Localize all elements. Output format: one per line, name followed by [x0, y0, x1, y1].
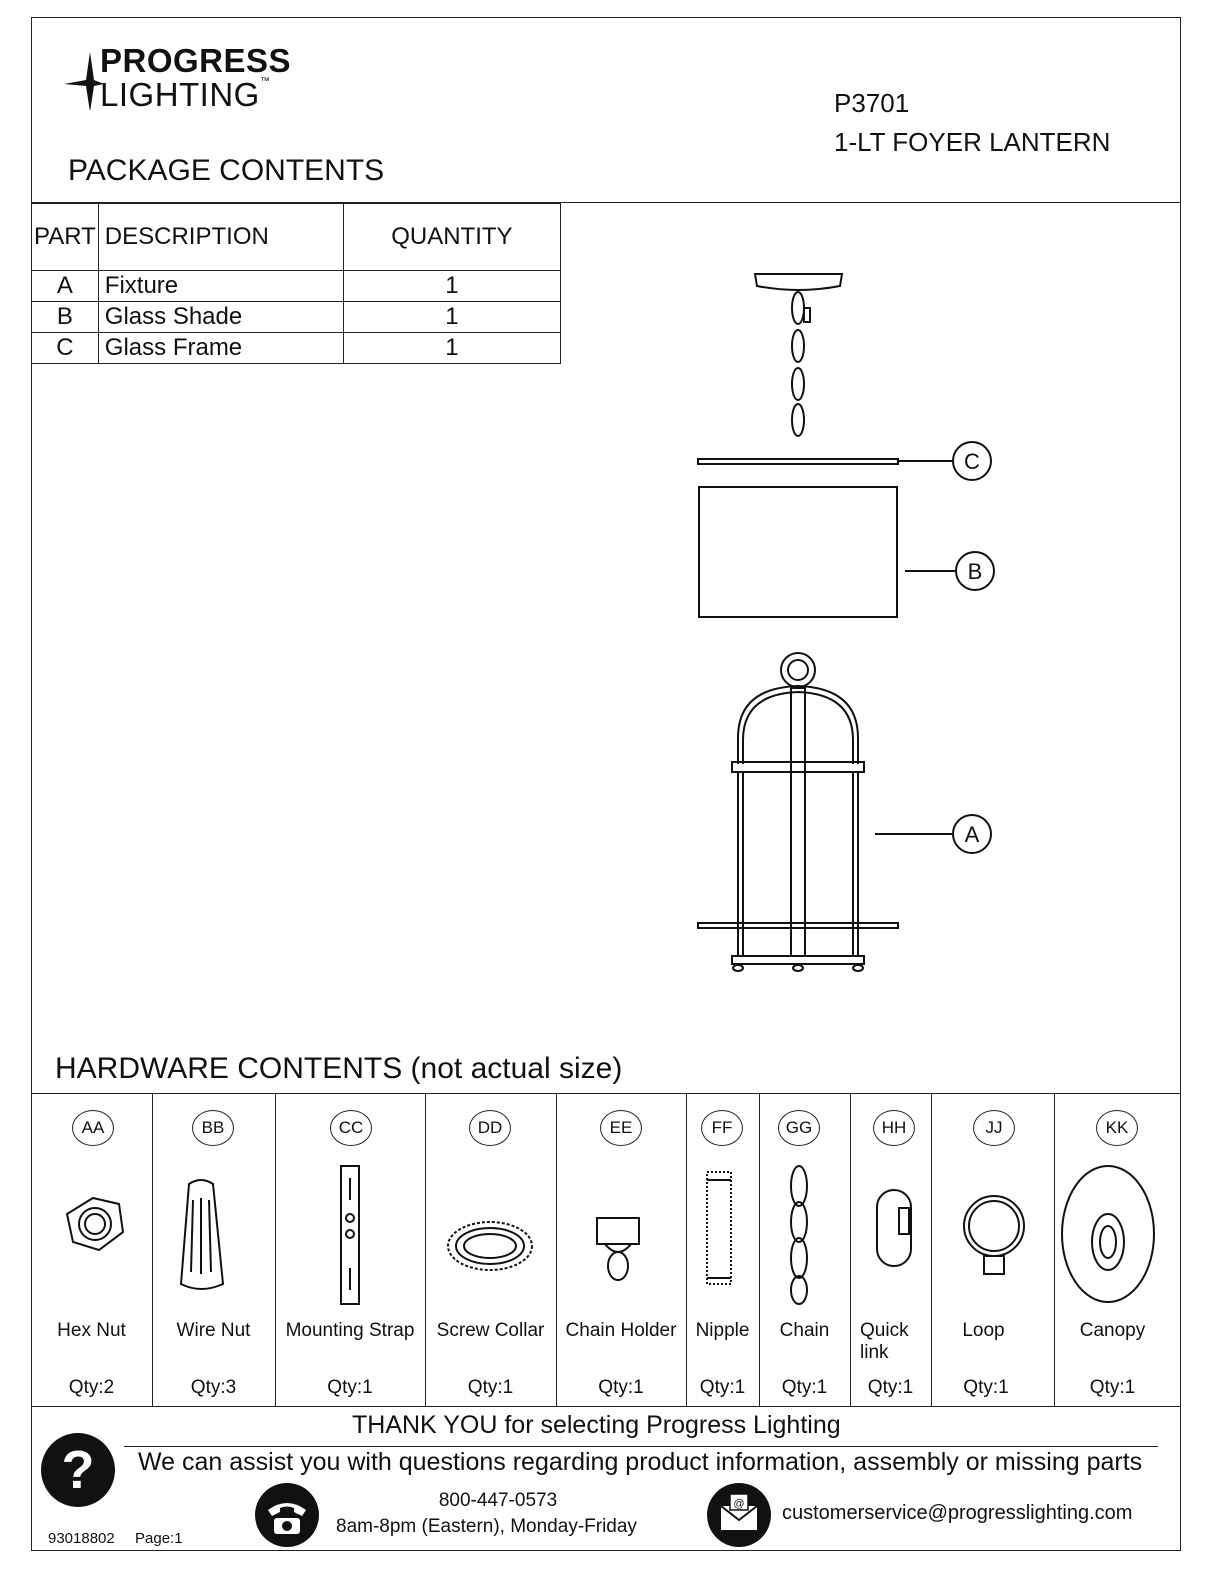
- hw-name: Screw Collar: [436, 1320, 545, 1341]
- chain-icon: [791, 1166, 807, 1304]
- divider: [31, 1406, 1181, 1407]
- hours-text: 8am-8pm (Eastern), Monday-Friday: [336, 1516, 637, 1537]
- divider: [124, 1446, 1158, 1447]
- hw-qty: Qty:1: [699, 1377, 746, 1398]
- table-row: [32, 271, 561, 302]
- hw-name: Mounting Strap: [285, 1320, 415, 1341]
- star-icon: [64, 50, 104, 110]
- table-header-row: [32, 204, 561, 271]
- cell-part: C: [32, 333, 99, 364]
- hw-name: Quick link: [860, 1320, 909, 1363]
- code-kk: KK: [1096, 1110, 1138, 1146]
- svg-text:?: ?: [61, 1440, 95, 1500]
- model-name: 1-LT FOYER LANTERN: [834, 127, 1111, 157]
- hw-qty: Qty:1: [327, 1377, 373, 1398]
- cell-part: A: [32, 271, 99, 302]
- divider: [31, 1093, 1181, 1094]
- brand-line2: LIGHTING™: [100, 76, 271, 113]
- chain-holder-icon: [597, 1218, 639, 1280]
- hw-qty: Qty:2: [68, 1377, 115, 1398]
- chain-shape: [792, 292, 810, 436]
- code-bb: BB: [192, 1110, 234, 1146]
- code-hh: HH: [873, 1110, 915, 1146]
- phone-icon: [254, 1482, 320, 1548]
- hw-qty: Qty:3: [190, 1377, 237, 1398]
- cell-description: Fixture: [98, 271, 343, 302]
- assist-text: We can assist you with questions regarding product information, assembly or missing parts: [138, 1448, 1143, 1476]
- page-number: Page:1: [135, 1530, 183, 1547]
- code-jj: JJ: [973, 1110, 1015, 1146]
- hw-qty: Qty:1: [598, 1377, 644, 1398]
- header-description: DESCRIPTION: [98, 204, 343, 271]
- email-address[interactable]: customerservice@progresslighting.com: [782, 1502, 1133, 1524]
- glass-frame-part: [698, 459, 898, 464]
- cell-quantity: 1: [343, 333, 560, 364]
- screw-collar-icon: [448, 1222, 532, 1270]
- canopy-icon: [1062, 1166, 1154, 1302]
- glass-shade-part: [699, 487, 897, 617]
- cell-part: B: [32, 302, 99, 333]
- cell-quantity: 1: [343, 302, 560, 333]
- label-a: A: [964, 822, 980, 847]
- code-dd: DD: [469, 1110, 511, 1146]
- document-number: 93018802: [48, 1530, 115, 1547]
- parts-table: [31, 203, 561, 364]
- code-cc: CC: [330, 1110, 372, 1146]
- hw-qty: Qty:1: [963, 1377, 1009, 1398]
- code-ee: EE: [600, 1110, 642, 1146]
- hardware-illustrations: [31, 1160, 1181, 1320]
- header-quantity: QUANTITY: [343, 204, 560, 271]
- hw-name: Nipple: [695, 1320, 750, 1341]
- header-part: PART: [32, 204, 99, 271]
- hw-name: Wire Nut: [176, 1320, 251, 1341]
- table-row: [32, 333, 561, 364]
- hw-qty: Qty:1: [867, 1377, 914, 1398]
- hw-name: Canopy: [1079, 1320, 1146, 1341]
- loop-icon: [964, 1196, 1024, 1274]
- lantern-diagram: [690, 268, 1020, 988]
- hw-name: Loop: [962, 1320, 1005, 1341]
- cell-description: Glass Frame: [98, 333, 343, 364]
- cell-quantity: 1: [343, 271, 560, 302]
- hex-nut-icon: [67, 1198, 123, 1250]
- quick-link-icon: [877, 1190, 911, 1266]
- canopy-shape: [755, 274, 842, 290]
- label-c: C: [964, 449, 980, 474]
- brand-line1: PROGRESS: [100, 42, 292, 79]
- phone-number[interactable]: 800-447-0573: [438, 1490, 558, 1511]
- mounting-strap-icon: [341, 1166, 359, 1304]
- code-gg: GG: [778, 1110, 820, 1146]
- hw-qty: Qty:1: [781, 1377, 828, 1398]
- wire-nut-icon: [181, 1180, 223, 1289]
- svg-text:@: @: [733, 1498, 745, 1510]
- model-number: P3701: [834, 88, 910, 118]
- hw-name: Chain Holder: [565, 1320, 677, 1341]
- cell-description: Glass Shade: [98, 302, 343, 333]
- nipple-icon: [707, 1172, 731, 1284]
- brand-logo: [64, 40, 324, 120]
- code-aa: AA: [72, 1110, 114, 1146]
- hardware-title: HARDWARE CONTENTS (not actual size): [55, 1052, 623, 1085]
- email-icon: [706, 1482, 772, 1548]
- label-b: B: [967, 559, 983, 584]
- thank-you-text: THANK YOU for selecting Progress Lighting: [352, 1411, 841, 1439]
- table-row: [32, 302, 561, 333]
- hw-qty: Qty:1: [1089, 1377, 1136, 1398]
- fixture-part: [698, 653, 991, 971]
- code-ff: FF: [701, 1110, 743, 1146]
- package-title: PACKAGE CONTENTS: [68, 154, 385, 187]
- hw-name: Chain: [779, 1320, 830, 1341]
- hw-name: Hex Nut: [57, 1320, 126, 1341]
- help-question-icon: [40, 1432, 118, 1510]
- hw-qty: Qty:1: [467, 1377, 514, 1398]
